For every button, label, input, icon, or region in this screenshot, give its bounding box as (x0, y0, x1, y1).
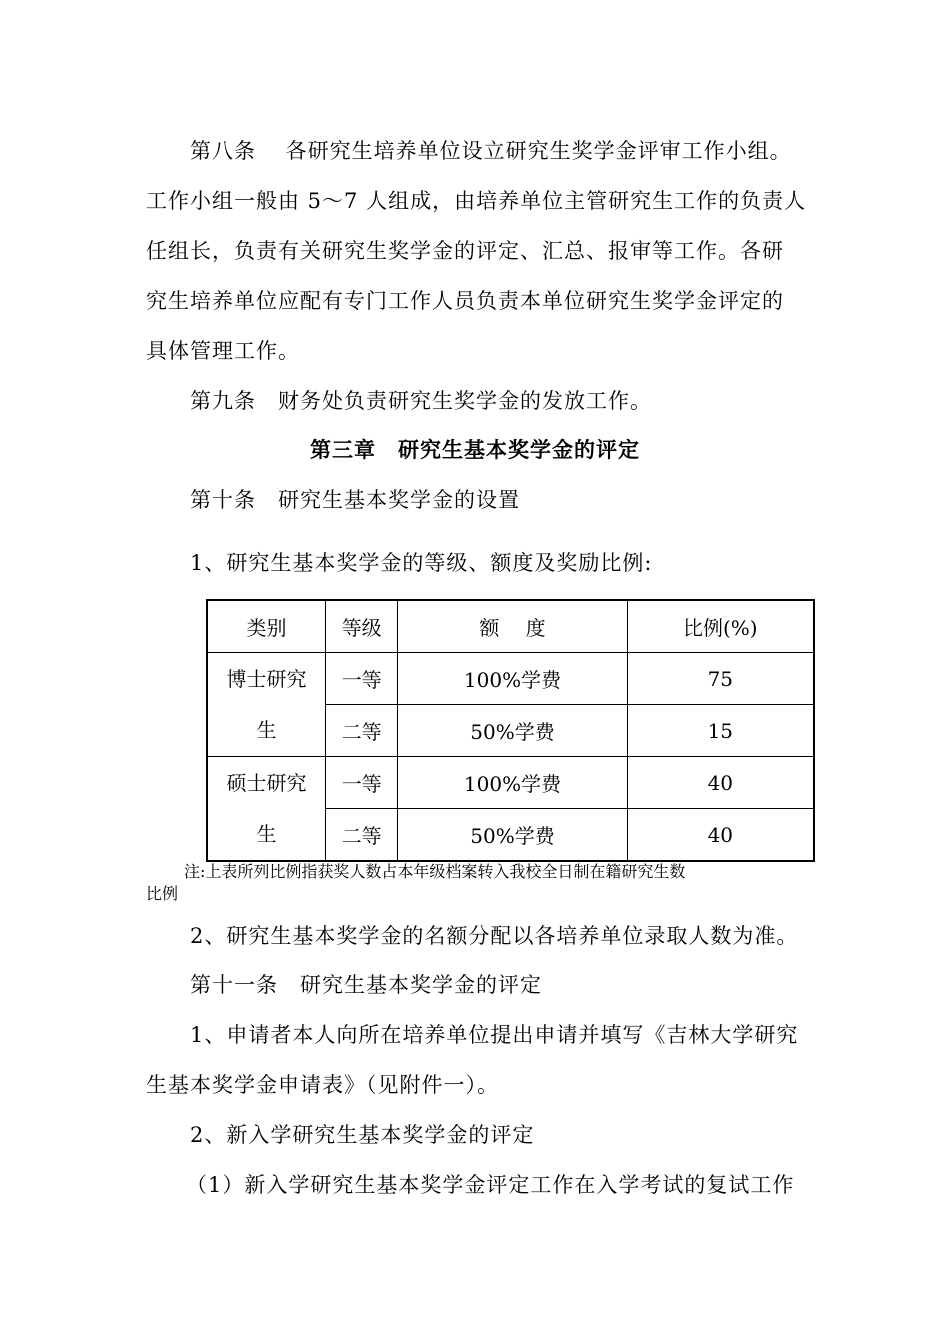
header-category: 类别 (207, 600, 325, 653)
category-line-1: 硕士研究 (226, 770, 307, 795)
category-line-1: 博士研究 (226, 666, 307, 691)
table-row (207, 653, 814, 705)
header-level: 等级 (325, 600, 397, 653)
scholarship-table (206, 599, 815, 862)
article-10-line-1: 第十条 研究生基本奖学金的设置 (190, 488, 520, 512)
amount-cell: 100%学费 (398, 757, 627, 809)
article-11-item-2-sub-1-line-1: （1）新入学研究生基本奖学金评定工作在入学考试的复试工作 (186, 1173, 795, 1197)
header-amount: 额 度 (398, 600, 627, 653)
article-11-item-1-line-2: 生基本奖学金申请表》（见附件一）。 (146, 1073, 499, 1097)
article-8-line-4: 究生培养单位应配有专门工作人员负责本单位研究生奖学金评定的 (146, 289, 784, 313)
article-11-item-2-line-1: 2、新入学研究生基本奖学金的评定 (190, 1123, 535, 1147)
article-8-line-3: 任组长，负责有关研究生奖学金的评定、汇总、报审等工作。各研 (146, 239, 784, 263)
category-line-2: 生 (256, 821, 277, 846)
level-cell: 二等 (325, 705, 397, 757)
amount-cell: 100%学费 (398, 653, 627, 705)
chapter-3-heading: 第三章 研究生基本奖学金的评定 (310, 437, 640, 462)
item-1-line-1: 1、研究生基本奖学金的等级、额度及奖励比例: (190, 551, 653, 575)
item-2-line-1: 2、研究生基本奖学金的名额分配以各培养单位录取人数为准。 (190, 924, 799, 948)
amount-cell: 50%学费 (398, 809, 627, 862)
article-8-line-2: 工作小组一般由 5～7 人组成，由培养单位主管研究生工作的负责人 (146, 189, 807, 213)
header-ratio: 比例(%) (627, 600, 814, 653)
level-cell: 一等 (325, 757, 397, 809)
category-line-2: 生 (256, 717, 277, 742)
level-cell: 二等 (325, 809, 397, 862)
article-8-line-5: 具体管理工作。 (146, 339, 300, 363)
category-cell-doctoral (207, 653, 325, 757)
ratio-cell: 40 (627, 809, 814, 862)
amount-cell: 50%学费 (398, 705, 627, 757)
article-9-line-1: 第九条 财务处负责研究生奖学金的发放工作。 (190, 389, 652, 413)
ratio-cell: 75 (627, 653, 814, 705)
ratio-cell: 40 (627, 757, 814, 809)
table-note-line-1: 注:上表所列比例指获奖人数占本年级档案转入我校全日制在籍研究生数 (184, 862, 686, 881)
category-cell-master (207, 757, 325, 862)
ratio-cell: 15 (627, 705, 814, 757)
article-11-item-1-line-1: 1、申请者本人向所在培养单位提出申请并填写《吉林大学研究 (190, 1023, 799, 1047)
table-note-line-2: 比例 (146, 884, 179, 903)
table-header-row (207, 600, 814, 653)
article-8-line-1: 第八条 各研究生培养单位设立研究生奖学金评审工作小组。 (190, 139, 792, 163)
level-cell: 一等 (325, 653, 397, 705)
article-11-line-1: 第十一条 研究生基本奖学金的评定 (190, 973, 542, 997)
table-row (207, 757, 814, 809)
